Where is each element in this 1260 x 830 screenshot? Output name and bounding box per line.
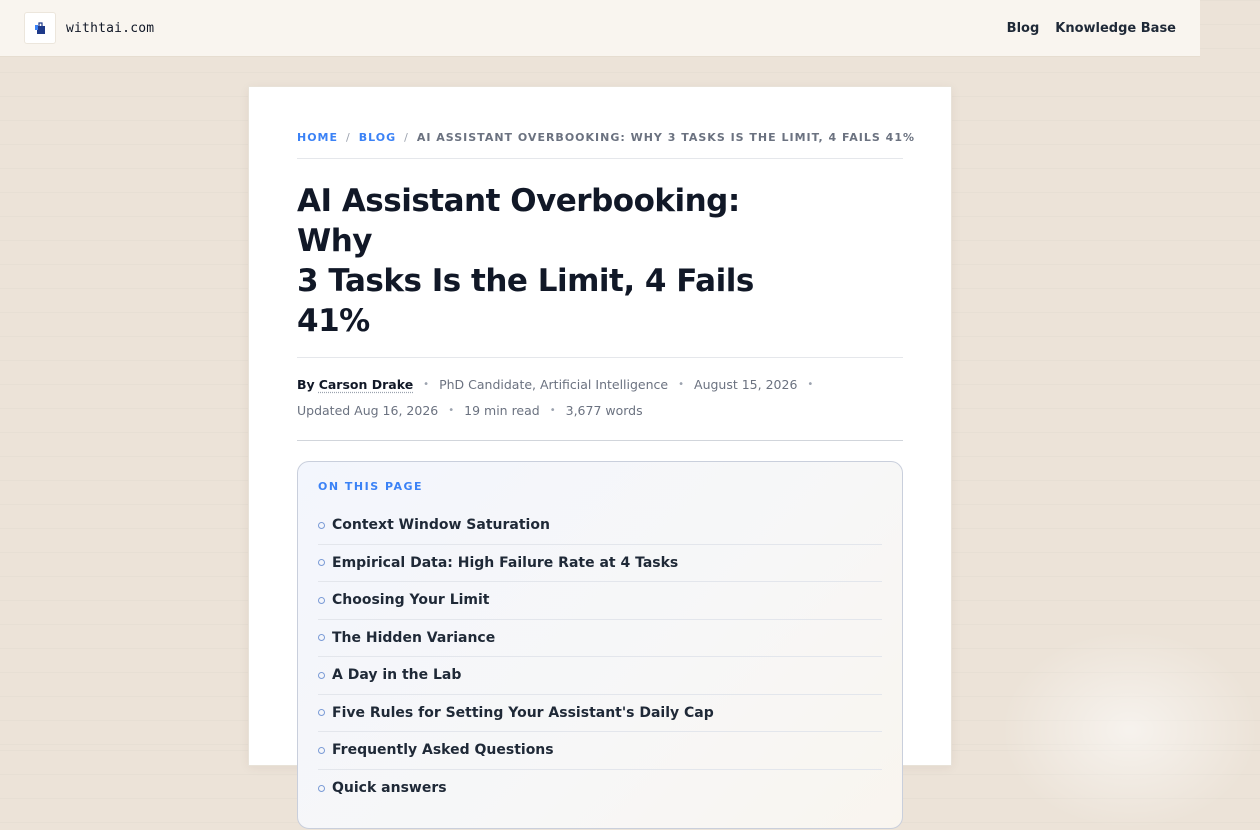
- author-link[interactable]: Carson Drake: [318, 377, 414, 392]
- nav-knowledge-base-link[interactable]: Knowledge Base: [1055, 20, 1176, 36]
- bullet-icon: [318, 559, 325, 566]
- article-meta: [297, 358, 903, 441]
- toc-title: ON THIS PAGE: [318, 480, 424, 493]
- author-role: PhD Candidate, Artificial Intelligence: [439, 377, 669, 392]
- meta-separator: •: [678, 379, 685, 390]
- top-nav: [1007, 21, 1176, 36]
- meta-separator: •: [807, 379, 814, 390]
- toc-link[interactable]: Empirical Data: High Failure Rate at 4 Tasks: [332, 554, 679, 571]
- toc-link[interactable]: Context Window Saturation: [332, 517, 550, 534]
- breadcrumb-current: AI ASSISTANT OVERBOOKING: WHY 3 TASKS IS THE LIMIT, 4 FAILS 41%: [416, 131, 915, 144]
- word-count: 3,677 words: [565, 403, 643, 418]
- toc-link[interactable]: Choosing Your Limit: [332, 592, 490, 609]
- meta-separator: •: [549, 405, 556, 416]
- toc-link[interactable]: Frequently Asked Questions: [332, 742, 554, 759]
- toc-item: [318, 657, 882, 695]
- bullet-icon: [318, 709, 325, 716]
- bullet-icon: [318, 522, 325, 529]
- article-title-line-2: 3 Tasks Is the Limit, 4 Fails 41%: [297, 263, 754, 339]
- bullet-icon: [318, 672, 325, 679]
- breadcrumb-separator: /: [404, 131, 409, 144]
- toc-link[interactable]: Quick answers: [332, 780, 447, 797]
- toc-item: [318, 507, 882, 545]
- toc-link[interactable]: Five Rules for Setting Your Assistant's Daily Cap: [332, 704, 714, 721]
- toc-item: [318, 770, 882, 808]
- toc-link[interactable]: A Day in the Lab: [332, 667, 462, 684]
- brand-name: withtai.com: [66, 20, 155, 36]
- brand[interactable]: [24, 12, 154, 44]
- breadcrumb-blog[interactable]: BLOG: [358, 131, 397, 144]
- article-title-line-1: AI Assistant Overbooking: Why: [297, 183, 740, 259]
- bullet-icon: [318, 597, 325, 604]
- read-time: 19 min read: [464, 403, 540, 418]
- toc-list: [318, 507, 882, 807]
- toc-item: [318, 695, 882, 733]
- toc-item: [318, 732, 882, 770]
- toc-item: [318, 582, 882, 620]
- updated-date: Updated Aug 16, 2026: [297, 403, 439, 418]
- breadcrumb-separator: /: [346, 131, 351, 144]
- toc-link[interactable]: The Hidden Variance: [332, 629, 496, 646]
- top-header: [0, 0, 1200, 57]
- toc-item: [318, 545, 882, 583]
- meta-separator: •: [423, 379, 430, 390]
- bullet-icon: [318, 634, 325, 641]
- by-label: By: [297, 377, 315, 392]
- brand-logo-icon: [24, 12, 56, 44]
- published-date: August 15, 2026: [694, 377, 798, 392]
- bullet-icon: [318, 785, 325, 792]
- breadcrumb-home[interactable]: HOME: [297, 131, 339, 144]
- table-of-contents: [297, 461, 903, 829]
- meta-separator: •: [448, 405, 455, 416]
- bullet-icon: [318, 747, 325, 754]
- breadcrumb: [297, 131, 915, 159]
- background-glow: [1000, 630, 1260, 830]
- toc-item: [318, 620, 882, 658]
- article-title: [297, 181, 903, 358]
- article-card: [248, 86, 952, 797]
- nav-blog-link[interactable]: Blog: [1006, 20, 1040, 36]
